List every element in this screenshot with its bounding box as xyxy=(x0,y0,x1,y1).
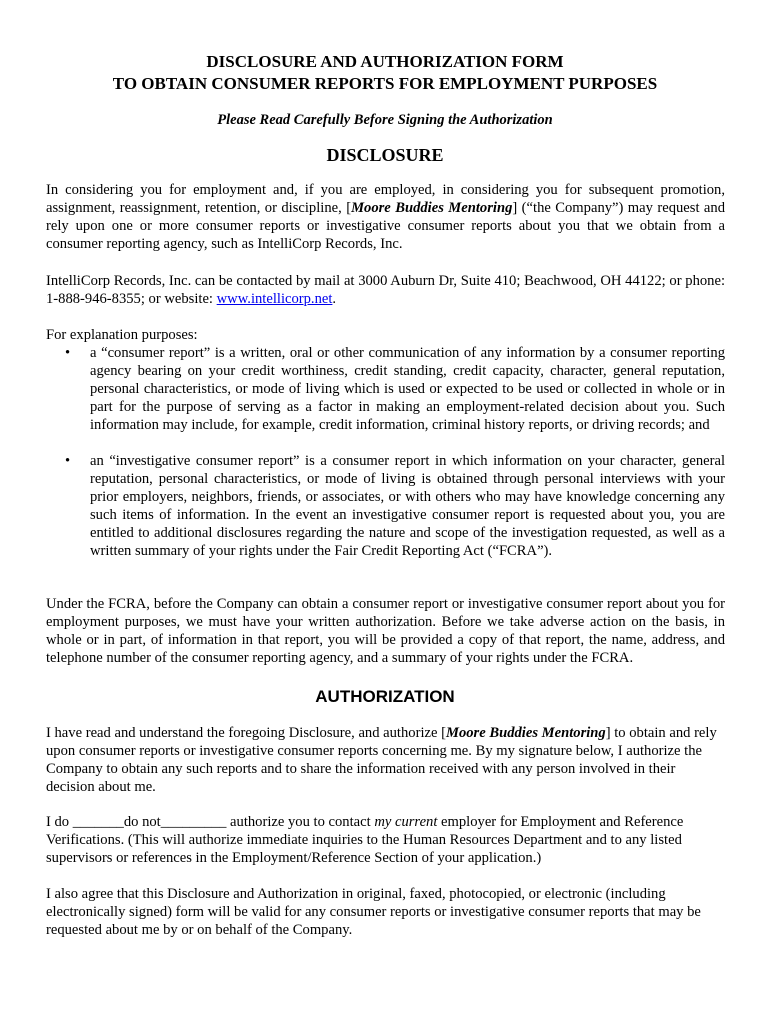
text: In considering you for employment and, if you are employed, in considering you for subsequent promotion, assignment, reassignment, retention, or discipline, [ xyxy=(46,182,725,216)
form-title xyxy=(0,51,770,95)
disclosure-paragraph-4: Under the FCRA, before the Company can obtain a consumer report or investigative consumer report about you for employment purposes, we must have your written authorization. Before we take adverse action on the basis, in whole or in part, of information in that report, you will be provided a copy of that report, the name, address, and telephone number of the consumer reporting agency, and a summary of your rights under the FCRA. xyxy=(46,596,725,666)
text: an “investigative consumer report” is a consumer report in which information on your character, general reputation, personal characteristics, or mode of living is obtained through personal interviews with your prior employers, neighbors, friends, or associates, or with others who may have knowledge concerning any such items of information. In the event an investigative consumer report is requested about you, you are entitled to additional disclosures regarding the nature and scope of the investigation requested, as well as a written summary of your rights under the Fair Credit Reporting Act (“FCRA”). xyxy=(90,453,725,559)
intellicorp-link[interactable]: www.intellicorp.net xyxy=(216,291,333,307)
disclosure-paragraph-1 xyxy=(46,181,725,253)
text: a “consumer report” is a written, oral or other communication of any information by a consumer reporting agency bearing on your credit worthiness, credit standing, credit capacity, character, general reputation, personal characteristics, or mode of living which is used or expected to be used or collected in whole or in part for the purpose of serving as a factor in making an employment-related decision about you. Such information may include, for example, credit information, criminal history reports, or driving records; and xyxy=(90,345,725,433)
emphasis: my current xyxy=(374,814,438,830)
bullet-icon: • xyxy=(65,453,71,469)
title-line-1: DISCLOSURE AND AUTHORIZATION FORM xyxy=(206,52,564,71)
disclosure-paragraph-3: For explanation purposes: xyxy=(46,327,198,343)
disclosure-paragraph-2 xyxy=(46,272,725,308)
text: . xyxy=(332,291,337,307)
authorization-paragraph-1 xyxy=(46,724,726,796)
list-item xyxy=(46,452,725,560)
text: I have read and understand the foregoing Disclosure, and authorize [ xyxy=(46,725,446,741)
definitions-list xyxy=(46,344,725,560)
text: employer for Employment and Reference Verifications. (This will authorize immediate inquiries to the Human Resources Department and to any listed supervisors or references in the Employment/Reference Section of your application.) xyxy=(46,814,684,866)
bullet-icon: • xyxy=(65,345,71,361)
company-name: Moore Buddies Mentoring xyxy=(445,725,606,741)
authorization-paragraph-3: I also agree that this Disclosure and Authorization in original, faxed, photocopied, or electronic (including electronically signed) form will be valid for any consumer reports or investigative consumer reports that may be requested about me by or on behalf of the Company. xyxy=(46,886,701,938)
company-name: Moore Buddies Mentoring xyxy=(351,200,513,216)
subtitle: Please Read Carefully Before Signing the Authorization xyxy=(217,112,553,128)
disclosure-heading: DISCLOSURE xyxy=(326,145,444,165)
text: I do _______do not_________ authorize you to contact xyxy=(46,814,375,830)
text: ] to obtain and rely upon consumer reports or investigative consumer reports concerning me. By my signature below, I authorize the Company to obtain any such reports and to share the information received with any person involved in their decision about me. xyxy=(46,725,717,795)
text: ] (“the Company”) may request and rely upon one or more consumer reports or investigative consumer reports about you that we obtain from a consumer reporting agency, such as IntelliCorp Records, Inc. xyxy=(46,200,726,252)
title-line-2: TO OBTAIN CONSUMER REPORTS FOR EMPLOYMENT PURPOSES xyxy=(112,74,658,93)
authorization-paragraph-2 xyxy=(46,813,726,867)
authorization-heading: AUTHORIZATION xyxy=(315,687,455,706)
text: IntelliCorp Records, Inc. can be contacted by mail at 3000 Auburn Dr, Suite 410; Beachwood, OH 44122; or phone: 1-888-946-8355; or website: xyxy=(46,273,725,307)
list-item xyxy=(46,344,725,434)
